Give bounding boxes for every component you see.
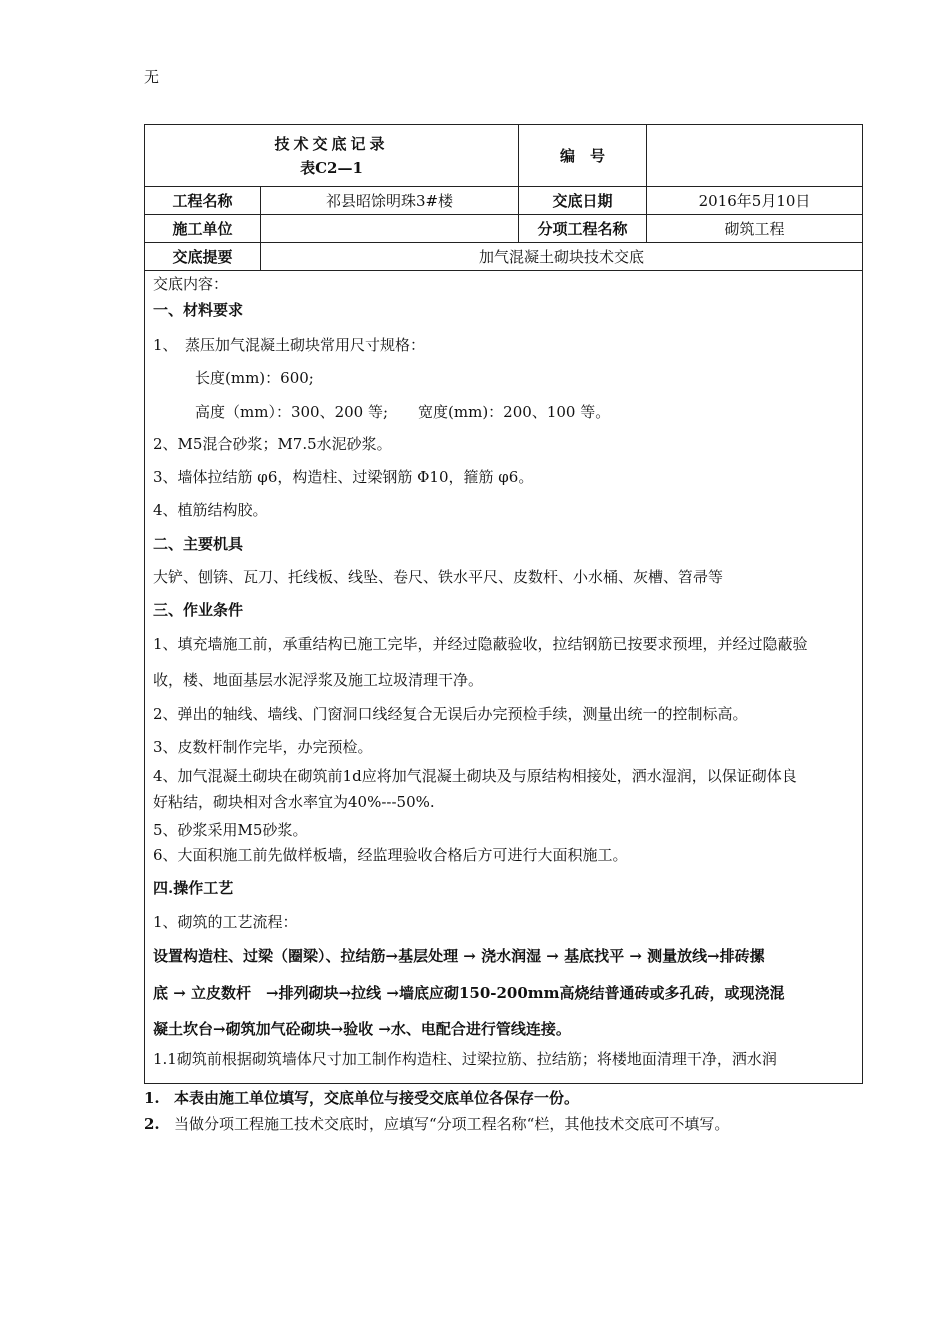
section-conditions-title: 三、作业条件 [153,601,244,619]
code-label: 编 号 [519,125,647,187]
contractor-value[interactable] [261,215,519,243]
materials-item-3: 3、墙体拉结筋 φ6，构造柱、过梁钢筋 Φ10，箍筋 φ6。 [153,468,534,486]
note-1 [144,1087,579,1108]
note-2-number: 2. [144,1115,160,1133]
conditions-item-4b: 好粘结，砌块相对含水率宜为40%---50%. [153,793,435,811]
tools-text: 大铲、刨锛、瓦刀、托线板、线坠、卷尺、铁水平尺、皮数杆、小水桶、灰槽、笤帚等 [153,568,724,586]
date-value[interactable]: 2016年5月10日 [647,187,863,215]
code-value[interactable] [647,125,863,187]
section-process-title: 四.操作工艺 [153,879,234,897]
note-2-text: 当做分项工程施工技术交底时，应填写“分项工程名称“栏，其他技术交底可不填写。 [174,1115,730,1133]
note-1-number: 1. [144,1089,160,1107]
content-body [153,271,854,1083]
project-name-label: 工程名称 [145,187,261,215]
content-cell [145,271,863,1084]
conditions-item-1b: 收，楼、地面基层水泥浮浆及施工垃圾清理干净。 [153,671,484,689]
content-intro: 交底内容： [153,275,229,293]
disclosure-form-table [144,124,863,1084]
conditions-item-6: 6、大面积施工前先做样板墙，经监理验收合格后方可进行大面积施工。 [153,846,628,864]
conditions-item-1a: 1、填充墙施工前，承重结构已施工完毕，并经过隐蔽验收，拉结钢筋已按要求预埋，并经过隐蔽验 [153,635,808,653]
section-tools-title: 二、主要机具 [153,535,244,553]
materials-item-4: 4、植筋结构胶。 [153,501,268,519]
conditions-item-5: 5、砂浆采用M5砂浆。 [153,821,308,839]
process-flow-line-3: 凝土坎台→砌筑加气砼砌块→验收 →水、电配合进行管线连接。 [153,1020,571,1038]
note-2 [144,1113,729,1134]
form-title-cell [145,125,519,187]
materials-item-2: 2、M5混合砂浆；M7.5水泥砂浆。 [153,435,392,453]
form-code-title: 表C2—1 [300,158,363,177]
conditions-item-4a: 4、加气混凝土砌块在砌筑前1d应将加气混凝土砌块及与原结构相接处，洒水湿润，以保证砌体良 [153,767,797,785]
date-label: 交底日期 [519,187,647,215]
project-name-value[interactable]: 祁县昭馀明珠3#楼 [261,187,519,215]
materials-item-1: 1、 蒸压加气混凝土砌块常用尺寸规格： [153,336,426,354]
summary-label: 交底提要 [145,243,261,271]
process-item-1-1: 1.1砌筑前根据砌筑墙体尺寸加工制作构造柱、过梁拉筋、拉结筋；将楼地面清理干净，洒水润 [153,1050,777,1068]
corner-mark: 无 [144,68,160,86]
section-materials-title: 一、材料要求 [153,301,244,319]
conditions-item-2: 2、弹出的轴线、墙线、门窗洞口线经复合无误后办完预检手续，测量出统一的控制标高。 [153,705,748,723]
process-flow-line-1: 设置构造柱、过梁（圈梁）、拉结筋→基层处理 → 浇水润湿 → 基底找平 → 测量放线→排砖摞 [153,947,765,965]
contractor-label: 施工单位 [145,215,261,243]
subproject-value[interactable]: 砌筑工程 [647,215,863,243]
process-flow-line-2: 底 → 立皮数杆 →排列砌块→拉线 →墙底应砌150-200mm高烧结普通砖或多孔砖，或现浇混 [153,984,785,1002]
materials-length: 长度(mm)：600; [195,369,314,387]
summary-value[interactable]: 加气混凝土砌块技术交底 [261,243,863,271]
subproject-label: 分项工程名称 [519,215,647,243]
process-item-1: 1、砌筑的工艺流程： [153,913,298,931]
note-1-text: 本表由施工单位填写，交底单位与接受交底单位各保存一份。 [174,1089,580,1107]
conditions-item-3: 3、皮数杆制作完毕，办完预检。 [153,738,373,756]
materials-height-width: 高度（mm）：300、200 等; 宽度(mm)：200、100 等。 [195,403,611,421]
form-title: 技术交底记录 [274,134,389,153]
